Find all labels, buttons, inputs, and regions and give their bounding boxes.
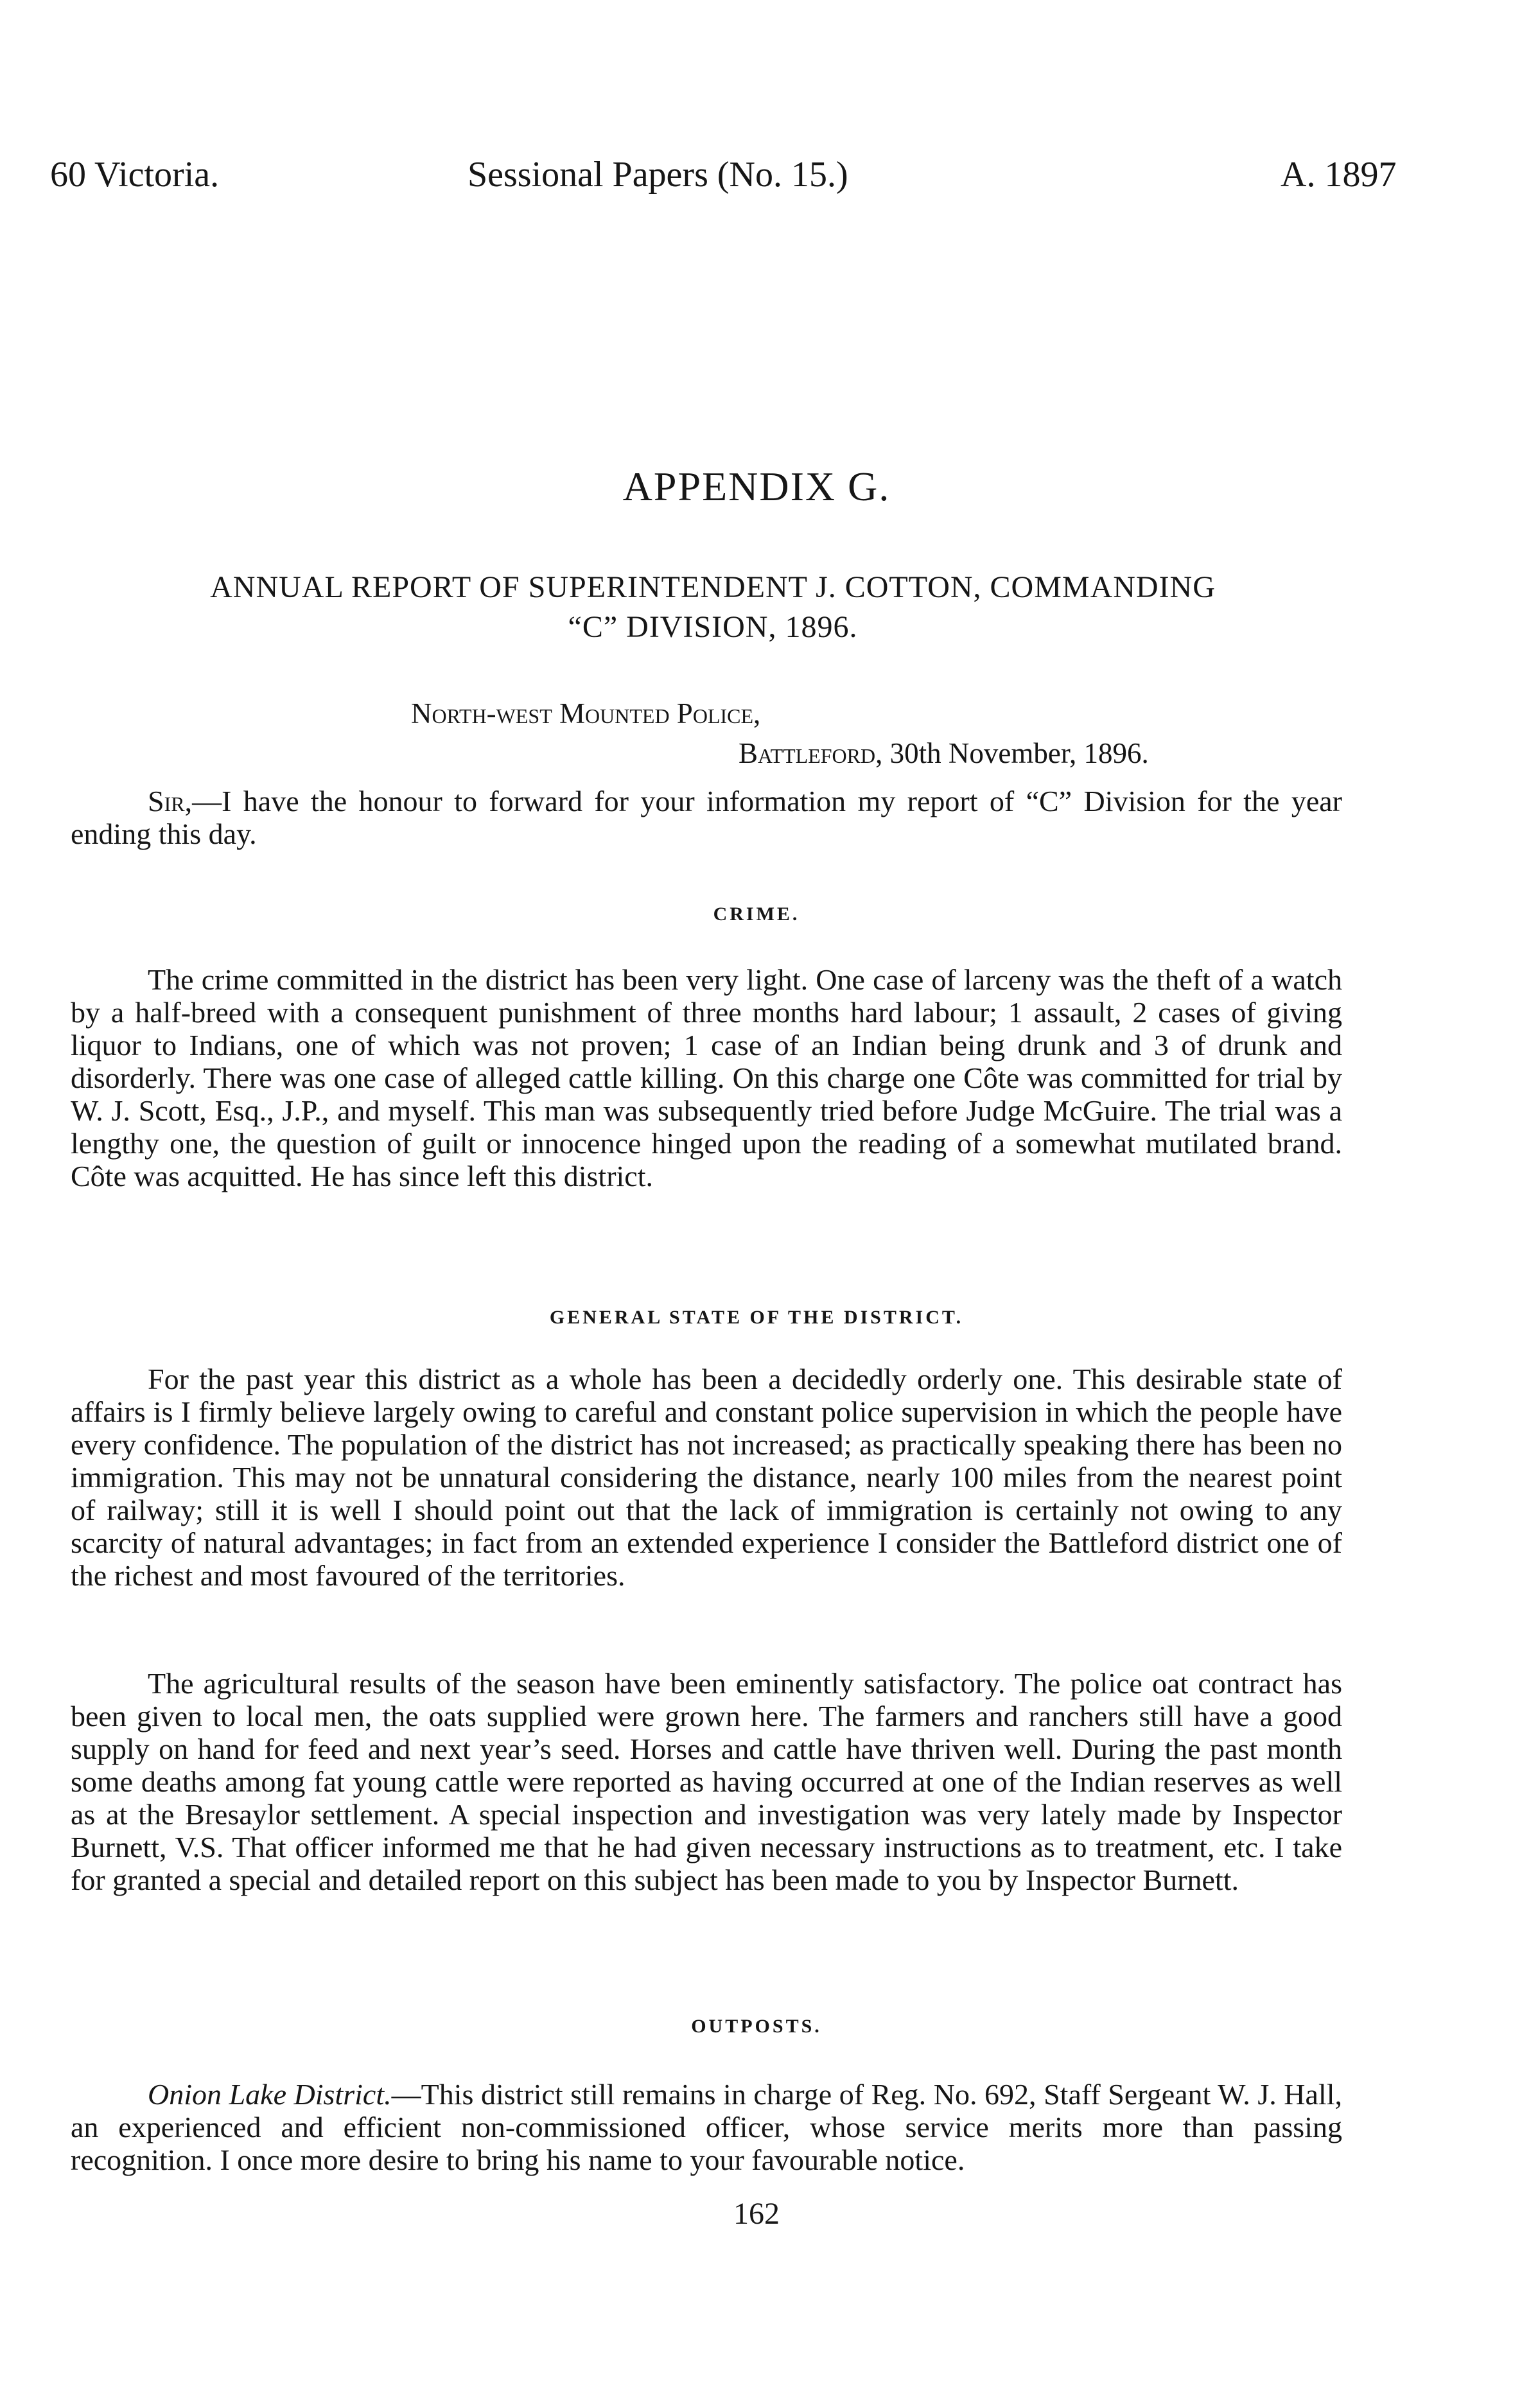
subtitle-line-2: “C” DIVISION, 1896. <box>568 610 858 644</box>
report-subtitle <box>71 568 1355 647</box>
page-number: 162 <box>733 2197 780 2231</box>
salutation-text: —I have the honour to forward for your information my report of “C” Division for the year ending this day. <box>71 785 1342 850</box>
general-state-paragraph-2: The agricultural results of the season have been eminently satisfactory. The police oat contract has been given to local men, the oats supplied were grown here. The farmers and ranchers still have a good supply on hand for feed and next year’s seed. Horses and cattle have thriven well. During the past month some deaths among fat young cattle were reported as having occurred at one of the Indian reserves as well as at the Bresaylor settlement. A special inspection and investigation was very lately made by Inspector Burnett, V.S. That officer informed me that he had given necessary instructions as to treatment, etc. I take for granted a special and detailed report on this subject has been made to you by Inspector Burnett. <box>71 1667 1342 1896</box>
onion-lake-lead: Onion Lake District. <box>148 2078 392 2111</box>
subtitle-line-1: ANNUAL REPORT OF SUPERINTENDENT J. COTTON, COMMANDING <box>210 570 1216 604</box>
general-state-heading: GENERAL STATE OF THE DISTRICT. <box>549 1307 964 1328</box>
crime-paragraph: The crime committed in the district has been very light. One case of larceny was the theft of a watch by a half-breed with a consequent punishment of three months hard labour; 1 assault, 2 cases of giving liquor to Indians, one of which was not proven; 1 case of an Indian being drunk and 3 of drunk and disorderly. There was one case of alleged cattle killing. On this charge one Côte was committed for trial by W. J. Scott, Esq., J.P., and myself. This man was subsequently tried before Judge McGuire. The trial was a lengthy one, the question of guilt or innocence hinged upon the reading of a somewhat mutilated brand. Côte was acquitted. He has since left this district. <box>71 963 1342 1192</box>
dateline-place-date <box>739 733 1149 773</box>
dateline-date: 30th November, 1896. <box>889 737 1149 769</box>
dateline-place: Battleford, <box>739 737 883 769</box>
salutation-sir: Sir, <box>148 785 193 817</box>
general-state-paragraph-1: For the past year this district as a whole has been a decidedly orderly one. This desirable state of affairs is I firmly believe largely owing to careful and constant police supervision in which the people have every confidence. The population of the district has not increased; as practically speaking there has been no immigration. This may not be unnatural considering the distance, nearly 100 miles from the nearest point of railway; still it is well I should point out that the lack of immigration is certainly not owing to any scarcity of natural advantages; in fact from an extended experience I consider the Battleford district one of the richest and most favoured of the territories. <box>71 1363 1342 1592</box>
appendix-title: APPENDIX G. <box>622 464 891 509</box>
outposts-paragraph <box>71 2078 1342 2176</box>
running-head <box>0 149 1513 200</box>
outposts-heading: OUTPOSTS. <box>691 2016 822 2037</box>
year-label: A. 1897 <box>1281 155 1397 195</box>
outposts-text: —This district still remains in charge of Reg. No. 692, Staff Sergeant W. J. Hall, an experienced and efficient non-commissioned officer, whose service merits more than passing recognition. I once more desire to bring his name to your favourable notice. <box>71 2078 1342 2176</box>
dateline-office: North-west Mounted Police, <box>411 697 761 729</box>
volume-label: 60 Victoria. <box>50 155 220 195</box>
crime-heading: CRIME. <box>713 903 800 925</box>
salutation-paragraph <box>71 785 1342 850</box>
sessional-papers-label: Sessional Papers (No. 15.) <box>468 155 848 195</box>
